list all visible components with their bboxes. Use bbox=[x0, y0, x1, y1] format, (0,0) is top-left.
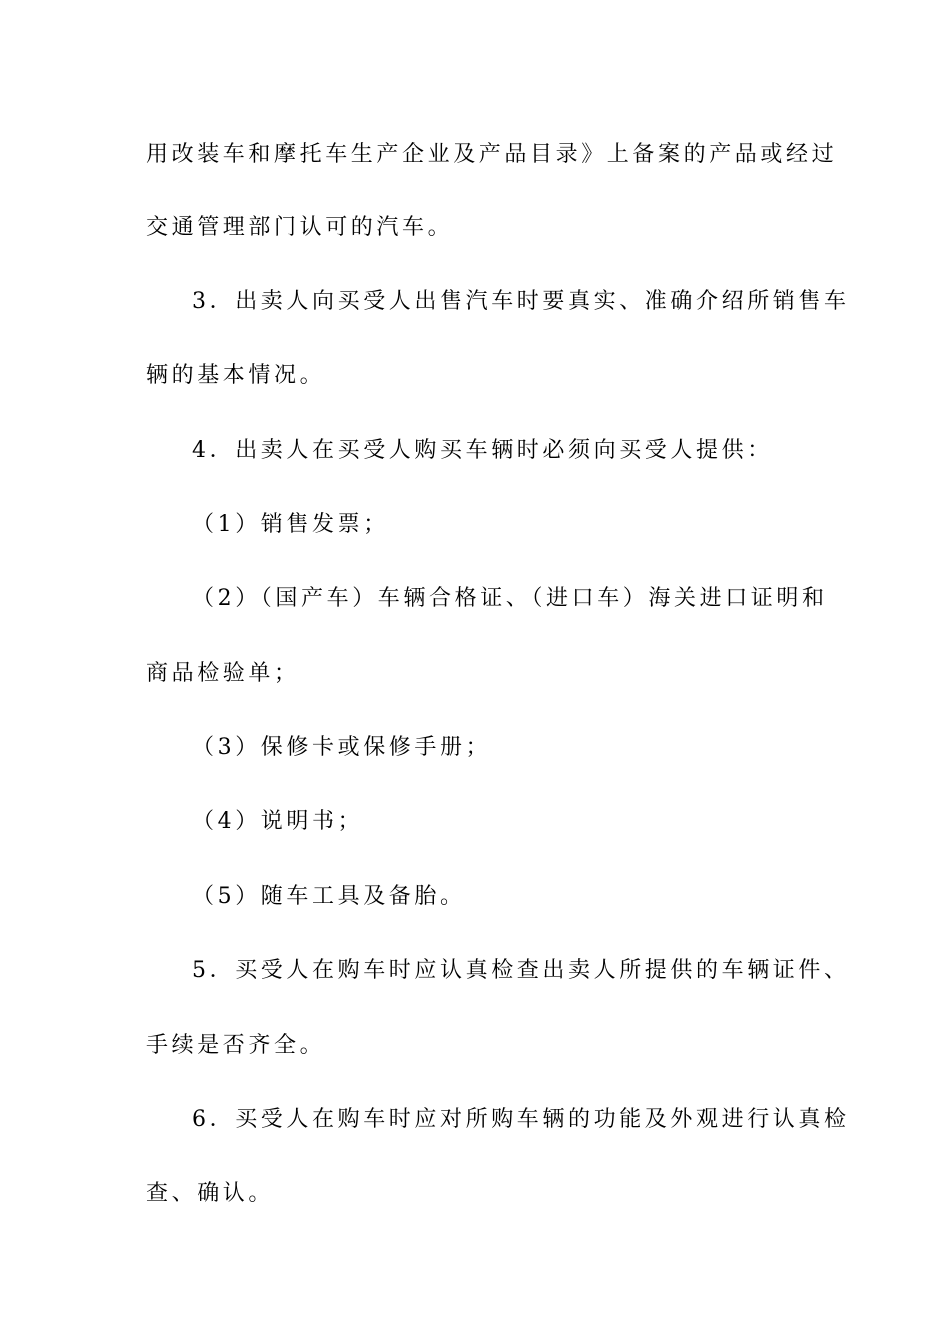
list-item: （4）说明书； bbox=[192, 809, 364, 834]
text-line: 辆的基本情况。 bbox=[146, 363, 326, 388]
paragraph-3-line: 3．出卖人向买受人出售汽车时要真实、准确介绍所销售车 bbox=[192, 289, 850, 314]
list-item: （2）（国产车）车辆合格证、（进口车）海关进口证明和 bbox=[192, 586, 828, 611]
text-line: 商品检验单； bbox=[146, 661, 300, 686]
paragraph-5-line: 5．买受人在购车时应认真检查出卖人所提供的车辆证件、 bbox=[192, 958, 850, 983]
paragraph-4-line: 4．出卖人在买受人购买车辆时必须向买受人提供： bbox=[192, 438, 773, 463]
text-line: 用改装车和摩托车生产企业及产品目录》上备案的产品或经过 bbox=[146, 142, 838, 167]
paragraph-6-line: 6．买受人在购车时应对所购车辆的功能及外观进行认真检 bbox=[192, 1107, 850, 1132]
text-line: 手续是否齐全。 bbox=[146, 1033, 326, 1058]
list-item: （5）随车工具及备胎。 bbox=[192, 884, 466, 909]
text-line: 查、确认。 bbox=[146, 1181, 275, 1206]
list-item: （1）销售发票； bbox=[192, 512, 389, 537]
list-item: （3）保修卡或保修手册； bbox=[192, 735, 492, 760]
text-line: 交通管理部门认可的汽车。 bbox=[146, 215, 454, 240]
